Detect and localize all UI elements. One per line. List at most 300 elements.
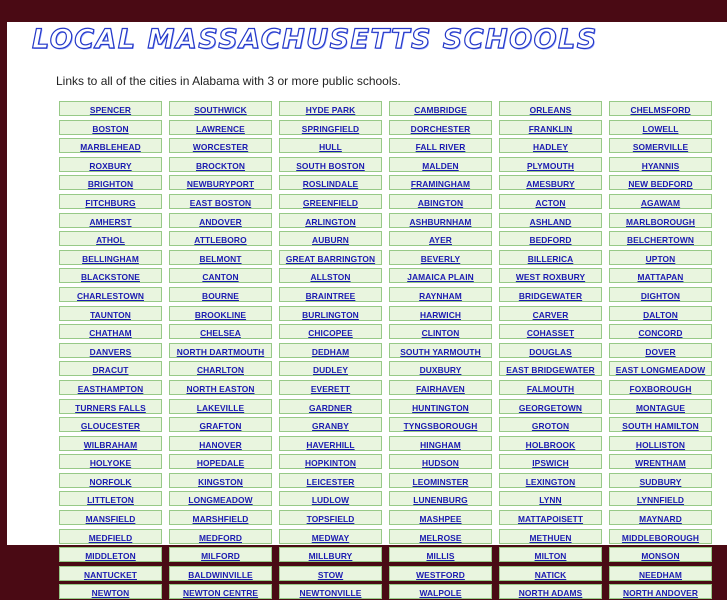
city-cell (279, 547, 382, 562)
city-cell (279, 287, 382, 302)
city-link[interactable]: GRANBY (312, 421, 349, 432)
city-link[interactable]: MALDEN (422, 160, 459, 171)
city-cell (169, 417, 272, 432)
city-link[interactable]: ORLEANS (529, 105, 572, 115)
city-link[interactable]: NEWTON CENTRE (182, 588, 259, 599)
city-link[interactable]: MARBLEHEAD (80, 142, 141, 153)
city-link[interactable]: SOUTH HAMILTON (622, 421, 699, 432)
city-link[interactable]: MILLBURY (308, 551, 353, 562)
city-link[interactable]: SOUTH YARMOUTH (400, 346, 481, 357)
city-cell (169, 436, 272, 451)
city-cell (609, 194, 712, 209)
city-cell (279, 138, 382, 153)
city-link[interactable]: NATICK (534, 569, 567, 580)
city-link[interactable]: CHATHAM (89, 328, 132, 339)
city-cell (389, 417, 492, 432)
city-link[interactable]: HANOVER (199, 439, 242, 450)
city-cell (169, 510, 272, 525)
city-link[interactable]: CONCORD (638, 328, 683, 339)
city-cell (389, 175, 492, 190)
city-link[interactable]: HADLEY (532, 142, 569, 153)
city-link[interactable]: LOWELL (642, 123, 679, 134)
city-link[interactable]: CHICOPEE (308, 328, 353, 339)
city-cell (609, 436, 712, 451)
city-link[interactable]: DEDHAM (311, 346, 350, 357)
city-link[interactable]: MASHPEE (419, 514, 462, 525)
city-link[interactable]: BROCKTON (195, 160, 246, 171)
city-link[interactable]: NORFOLK (89, 476, 132, 487)
city-link[interactable]: CHARLTON (196, 365, 244, 376)
city-cell (279, 529, 382, 544)
city-link[interactable]: IPSWICH (532, 458, 569, 469)
city-link[interactable]: MELROSE (419, 532, 462, 543)
city-link[interactable]: CHELMSFORD (630, 105, 691, 115)
city-link[interactable]: BELMONT (199, 253, 242, 264)
city-cell (59, 101, 162, 116)
city-cell (169, 584, 272, 599)
city-cell (609, 491, 712, 506)
city-link[interactable]: LYNN (539, 495, 562, 506)
city-link[interactable]: AMESBURY (526, 179, 575, 190)
city-link[interactable]: LITTLETON (87, 495, 134, 506)
city-cell (279, 510, 382, 525)
city-link[interactable]: AMHERST (89, 216, 132, 227)
city-link[interactable]: NEWBURYPORT (186, 179, 255, 190)
city-link[interactable]: BELCHERTOWN (626, 235, 694, 246)
city-link[interactable]: MIDDLETON (85, 551, 136, 562)
city-cell (609, 547, 712, 562)
city-cell (169, 231, 272, 246)
city-link[interactable]: HOLLISTON (635, 439, 686, 450)
city-cell (389, 510, 492, 525)
city-link[interactable]: WORCESTER (192, 142, 249, 153)
city-link[interactable]: DANVERS (89, 346, 132, 357)
city-link[interactable]: HUNTINGTON (412, 402, 469, 413)
city-link[interactable]: ABINGTON (417, 197, 464, 208)
city-cell (169, 454, 272, 469)
city-cell (59, 566, 162, 581)
city-link[interactable]: EVERETT (310, 383, 351, 394)
city-cell (609, 417, 712, 432)
city-cell (609, 287, 712, 302)
city-cell (499, 287, 602, 302)
city-cell (389, 529, 492, 544)
city-link[interactable]: JAMAICA PLAIN (407, 272, 474, 283)
city-link[interactable]: MEDWAY (311, 532, 350, 543)
city-cell (279, 250, 382, 265)
city-cell (389, 306, 492, 321)
city-cell (499, 566, 602, 581)
city-cell (499, 231, 602, 246)
city-link[interactable]: AGAWAM (640, 197, 681, 208)
city-link[interactable]: NORTH ANDOVER (623, 588, 698, 599)
city-cell (59, 324, 162, 339)
city-link[interactable]: HOPEDALE (196, 458, 245, 469)
city-link[interactable]: BURLINGTON (302, 309, 359, 320)
city-link[interactable]: TOPSFIELD (306, 514, 355, 525)
city-link[interactable]: ATTLEBORO (194, 235, 247, 246)
city-link[interactable]: GRAFTON (199, 421, 242, 432)
city-link[interactable]: NEW BEDFORD (628, 179, 693, 190)
city-link[interactable]: DALTON (643, 309, 678, 320)
top-bar (0, 0, 727, 22)
city-cell (609, 231, 712, 246)
city-cell (609, 268, 712, 283)
city-cell (389, 213, 492, 228)
city-link[interactable]: HYANNIS (641, 160, 680, 171)
city-link[interactable]: HOLYOKE (89, 458, 132, 469)
city-cell (59, 361, 162, 376)
city-cell (169, 547, 272, 562)
city-cell (279, 436, 382, 451)
city-link[interactable]: LAKEVILLE (196, 402, 245, 413)
city-cell (169, 268, 272, 283)
city-cell (499, 491, 602, 506)
city-link[interactable]: LUNENBURG (413, 495, 468, 506)
city-link[interactable]: ATHOL (96, 235, 125, 246)
city-cell (169, 343, 272, 358)
city-link[interactable]: BOSTON (92, 123, 129, 134)
city-link[interactable]: CHELSEA (200, 328, 241, 339)
city-link[interactable]: NORTH EASTON (186, 383, 255, 394)
city-cell (389, 399, 492, 414)
city-link[interactable]: MILTON (534, 551, 567, 562)
site-logo[interactable]: LOCAL MASSACHUSETTS SCHOOLS (32, 24, 598, 55)
city-link[interactable]: SOUTHWICK (194, 105, 247, 115)
city-link[interactable]: MILFORD (201, 551, 240, 562)
city-link[interactable]: LEICESTER (306, 476, 355, 487)
city-link[interactable]: HYDE PARK (305, 105, 356, 115)
city-cell (609, 250, 712, 265)
city-cell (59, 287, 162, 302)
city-cell (609, 324, 712, 339)
city-link[interactable]: GLOUCESTER (80, 421, 141, 432)
city-link[interactable]: FALMOUTH (526, 383, 575, 394)
city-link[interactable]: BEVERLY (420, 253, 461, 264)
city-cell (609, 361, 712, 376)
city-link[interactable]: MANSFIELD (85, 514, 136, 525)
city-link[interactable]: BRIGHTON (87, 179, 134, 190)
city-link[interactable]: FRAMINGHAM (410, 179, 471, 190)
city-cell (609, 120, 712, 135)
city-link[interactable]: MONSON (641, 551, 680, 562)
city-cell (609, 399, 712, 414)
city-cell (609, 566, 712, 581)
city-link[interactable]: TYNGSBOROUGH (403, 421, 478, 432)
city-link[interactable]: ROXBURY (89, 160, 132, 171)
city-link[interactable]: HINGHAM (420, 439, 461, 450)
city-cell (279, 213, 382, 228)
city-link[interactable]: COHASSET (526, 328, 575, 339)
city-cell (499, 213, 602, 228)
city-cell (389, 101, 492, 116)
city-link[interactable]: EAST BOSTON (189, 197, 252, 208)
city-cell (609, 510, 712, 525)
city-link[interactable]: DOVER (645, 346, 676, 357)
city-link[interactable]: GREAT BARRINGTON (285, 253, 376, 264)
city-cell (499, 175, 602, 190)
city-link[interactable]: FALL RIVER (415, 142, 466, 153)
city-link[interactable]: BRAINTREE (305, 290, 356, 301)
city-cell (499, 399, 602, 414)
city-link[interactable]: WILBRAHAM (83, 439, 138, 450)
city-link[interactable]: LYNNFIELD (636, 495, 685, 506)
city-cell (389, 157, 492, 172)
city-cell (279, 175, 382, 190)
city-cell (279, 399, 382, 414)
city-cell (389, 268, 492, 283)
city-cell (279, 101, 382, 116)
city-link[interactable]: CARVER (532, 309, 569, 320)
city-cell (169, 491, 272, 506)
city-link[interactable]: CHARLESTOWN (76, 290, 144, 301)
city-cell (499, 380, 602, 395)
city-link[interactable]: NEWTON (91, 588, 130, 599)
city-link[interactable]: GROTON (531, 421, 570, 432)
city-link[interactable]: ACTON (535, 197, 566, 208)
city-cell (499, 343, 602, 358)
city-cell (389, 250, 492, 265)
city-link[interactable]: STOW (317, 569, 344, 580)
city-link[interactable]: BLACKSTONE (80, 272, 140, 283)
city-cell (169, 529, 272, 544)
city-cell (279, 566, 382, 581)
city-link[interactable]: BEDFORD (529, 235, 572, 246)
city-cell (59, 380, 162, 395)
city-link[interactable]: HOPKINTON (305, 458, 356, 469)
city-cell (499, 529, 602, 544)
city-link[interactable]: LEOMINSTER (412, 476, 469, 487)
city-cell (499, 454, 602, 469)
city-cell (499, 473, 602, 488)
city-cell (169, 287, 272, 302)
city-link[interactable]: DORCHESTER (410, 123, 471, 134)
city-link[interactable]: BALDWINVILLE (188, 569, 253, 580)
city-link[interactable]: ANDOVER (199, 216, 242, 227)
city-link[interactable]: WESTFORD (416, 569, 465, 580)
city-link[interactable]: BROOKLINE (194, 309, 247, 320)
city-link[interactable]: MONTAGUE (635, 402, 686, 413)
city-cell (499, 306, 602, 321)
city-cell (59, 157, 162, 172)
city-cell (389, 566, 492, 581)
city-link[interactable]: FAIRHAVEN (416, 383, 465, 394)
city-cell (279, 491, 382, 506)
city-cell (279, 584, 382, 599)
city-link[interactable]: TAUNTON (90, 309, 131, 320)
city-link[interactable]: EASTHAMPTON (77, 383, 144, 394)
city-cell (389, 343, 492, 358)
city-cell (499, 547, 602, 562)
city-link[interactable]: GREENFIELD (303, 197, 358, 208)
city-link[interactable]: SPRINGFIELD (301, 123, 360, 134)
city-cell (279, 324, 382, 339)
city-cell (279, 231, 382, 246)
city-link[interactable]: GARDNER (308, 402, 353, 413)
city-link[interactable]: MATTAPOISETT (517, 514, 584, 525)
city-link[interactable]: EAST LONGMEADOW (615, 365, 706, 376)
city-cell (499, 250, 602, 265)
city-link[interactable]: NORTH ADAMS (518, 588, 583, 599)
city-cell (59, 473, 162, 488)
city-cell (169, 138, 272, 153)
city-cell (59, 268, 162, 283)
city-cell (279, 343, 382, 358)
city-cell (609, 473, 712, 488)
city-cell (499, 268, 602, 283)
city-link[interactable]: AUBURN (312, 235, 349, 246)
city-link[interactable]: BRIDGEWATER (518, 290, 583, 301)
city-link-grid (59, 101, 709, 599)
city-cell (609, 213, 712, 228)
city-link[interactable]: ALLSTON (310, 272, 351, 283)
city-cell (59, 547, 162, 562)
city-cell (389, 547, 492, 562)
city-cell (389, 324, 492, 339)
city-link[interactable]: HOLBROOK (525, 439, 576, 450)
city-link[interactable]: NEWTONVILLE (299, 588, 362, 599)
city-link[interactable]: TURNERS FALLS (75, 402, 146, 413)
city-link[interactable]: SPENCER (89, 105, 132, 115)
city-link[interactable]: METHUEN (529, 532, 572, 543)
city-cell (389, 454, 492, 469)
city-link[interactable]: DRACUT (92, 365, 129, 376)
city-cell (389, 138, 492, 153)
city-link[interactable]: BILLERICA (527, 253, 574, 264)
city-cell (59, 306, 162, 321)
city-link[interactable]: HUDSON (422, 458, 459, 469)
city-link[interactable]: WRENTHAM (635, 458, 686, 469)
city-link[interactable]: MILLIS (426, 551, 455, 562)
city-link[interactable]: DUXBURY (419, 365, 462, 376)
city-cell (609, 306, 712, 321)
city-link[interactable]: WALPOLE (419, 588, 462, 599)
city-link[interactable]: WEST ROXBURY (515, 272, 586, 283)
city-link[interactable]: LONGMEADOW (188, 495, 253, 506)
city-link[interactable]: HARWICH (419, 309, 462, 320)
city-link[interactable]: MARSHFIELD (192, 514, 249, 525)
city-link[interactable]: MEDFIELD (88, 532, 133, 543)
city-cell (499, 101, 602, 116)
city-link[interactable]: NEEDHAM (638, 569, 683, 580)
page-content (7, 22, 727, 599)
city-link[interactable]: ASHLAND (529, 216, 572, 227)
city-cell (389, 491, 492, 506)
city-link[interactable]: NORTH DARTMOUTH (176, 346, 265, 357)
city-cell (169, 157, 272, 172)
city-cell (59, 213, 162, 228)
city-link[interactable]: DUDLEY (312, 365, 349, 376)
city-link[interactable]: LEXINGTON (525, 476, 576, 487)
city-cell (499, 324, 602, 339)
city-cell (279, 194, 382, 209)
city-link[interactable]: BOURNE (202, 290, 239, 301)
city-link[interactable]: HULL (319, 142, 342, 153)
city-link[interactable]: AYER (429, 235, 452, 246)
city-link[interactable]: DIGHTON (640, 290, 681, 301)
city-link[interactable]: ROSLINDALE (302, 179, 359, 190)
city-link[interactable]: MARLBOROUGH (625, 216, 696, 227)
city-cell (499, 584, 602, 599)
city-cell (279, 417, 382, 432)
city-cell (279, 361, 382, 376)
city-cell (499, 157, 602, 172)
city-cell (59, 343, 162, 358)
city-link[interactable]: CANTON (202, 272, 239, 283)
city-link[interactable]: SUDBURY (639, 476, 682, 487)
city-cell (499, 436, 602, 451)
city-link[interactable]: CAMBRIDGE (414, 105, 467, 115)
city-cell (389, 194, 492, 209)
city-link[interactable]: KINGSTON (198, 476, 243, 487)
city-link[interactable]: MAYNARD (639, 514, 682, 525)
city-cell (499, 138, 602, 153)
city-cell (59, 491, 162, 506)
city-cell (169, 566, 272, 581)
city-cell (279, 268, 382, 283)
city-cell (499, 361, 602, 376)
city-link[interactable]: DOUGLAS (529, 346, 572, 357)
city-link[interactable]: UPTON (645, 253, 676, 264)
city-cell (59, 510, 162, 525)
city-cell (609, 101, 712, 116)
city-link[interactable]: ARLINGTON (305, 216, 356, 227)
city-link[interactable]: ASHBURNHAM (409, 216, 472, 227)
city-cell (389, 436, 492, 451)
city-link[interactable]: NANTUCKET (83, 569, 137, 580)
city-cell (59, 399, 162, 414)
city-link[interactable]: LAWRENCE (196, 123, 245, 134)
city-cell (169, 473, 272, 488)
city-cell (59, 454, 162, 469)
city-cell (169, 324, 272, 339)
city-cell (169, 306, 272, 321)
city-cell (169, 101, 272, 116)
city-cell (389, 361, 492, 376)
city-cell (169, 380, 272, 395)
city-cell (279, 473, 382, 488)
city-link[interactable]: BELLINGHAM (82, 253, 139, 264)
city-link[interactable]: MEDFORD (198, 532, 243, 543)
intro-text: Links to all of the cities in Alabama with 3 or more public schools. (56, 74, 401, 88)
city-cell (59, 175, 162, 190)
city-cell (279, 454, 382, 469)
city-link[interactable]: SOMERVILLE (632, 142, 689, 153)
city-cell (279, 380, 382, 395)
city-cell (169, 250, 272, 265)
city-cell (59, 231, 162, 246)
city-link[interactable]: LUDLOW (311, 495, 350, 506)
city-link[interactable]: SOUTH BOSTON (296, 160, 365, 171)
city-cell (59, 584, 162, 599)
city-link[interactable]: CLINTON (421, 328, 460, 339)
city-link[interactable]: FITCHBURG (85, 197, 136, 208)
city-link[interactable]: MIDDLEBOROUGH (621, 532, 700, 543)
city-cell (609, 175, 712, 190)
city-cell (59, 250, 162, 265)
city-link[interactable]: FOXBOROUGH (629, 383, 692, 394)
city-cell (389, 584, 492, 599)
city-link[interactable]: HAVERHILL (306, 439, 355, 450)
city-link[interactable]: RAYNHAM (419, 290, 462, 301)
city-link[interactable]: PLYMOUTH (526, 160, 575, 171)
city-link[interactable]: GEORGETOWN (518, 402, 583, 413)
city-cell (59, 120, 162, 135)
city-link[interactable]: MATTAPAN (637, 272, 684, 283)
city-cell (59, 417, 162, 432)
city-link[interactable]: EAST BRIDGEWATER (506, 365, 595, 376)
city-link[interactable]: FRANKLIN (528, 123, 573, 134)
